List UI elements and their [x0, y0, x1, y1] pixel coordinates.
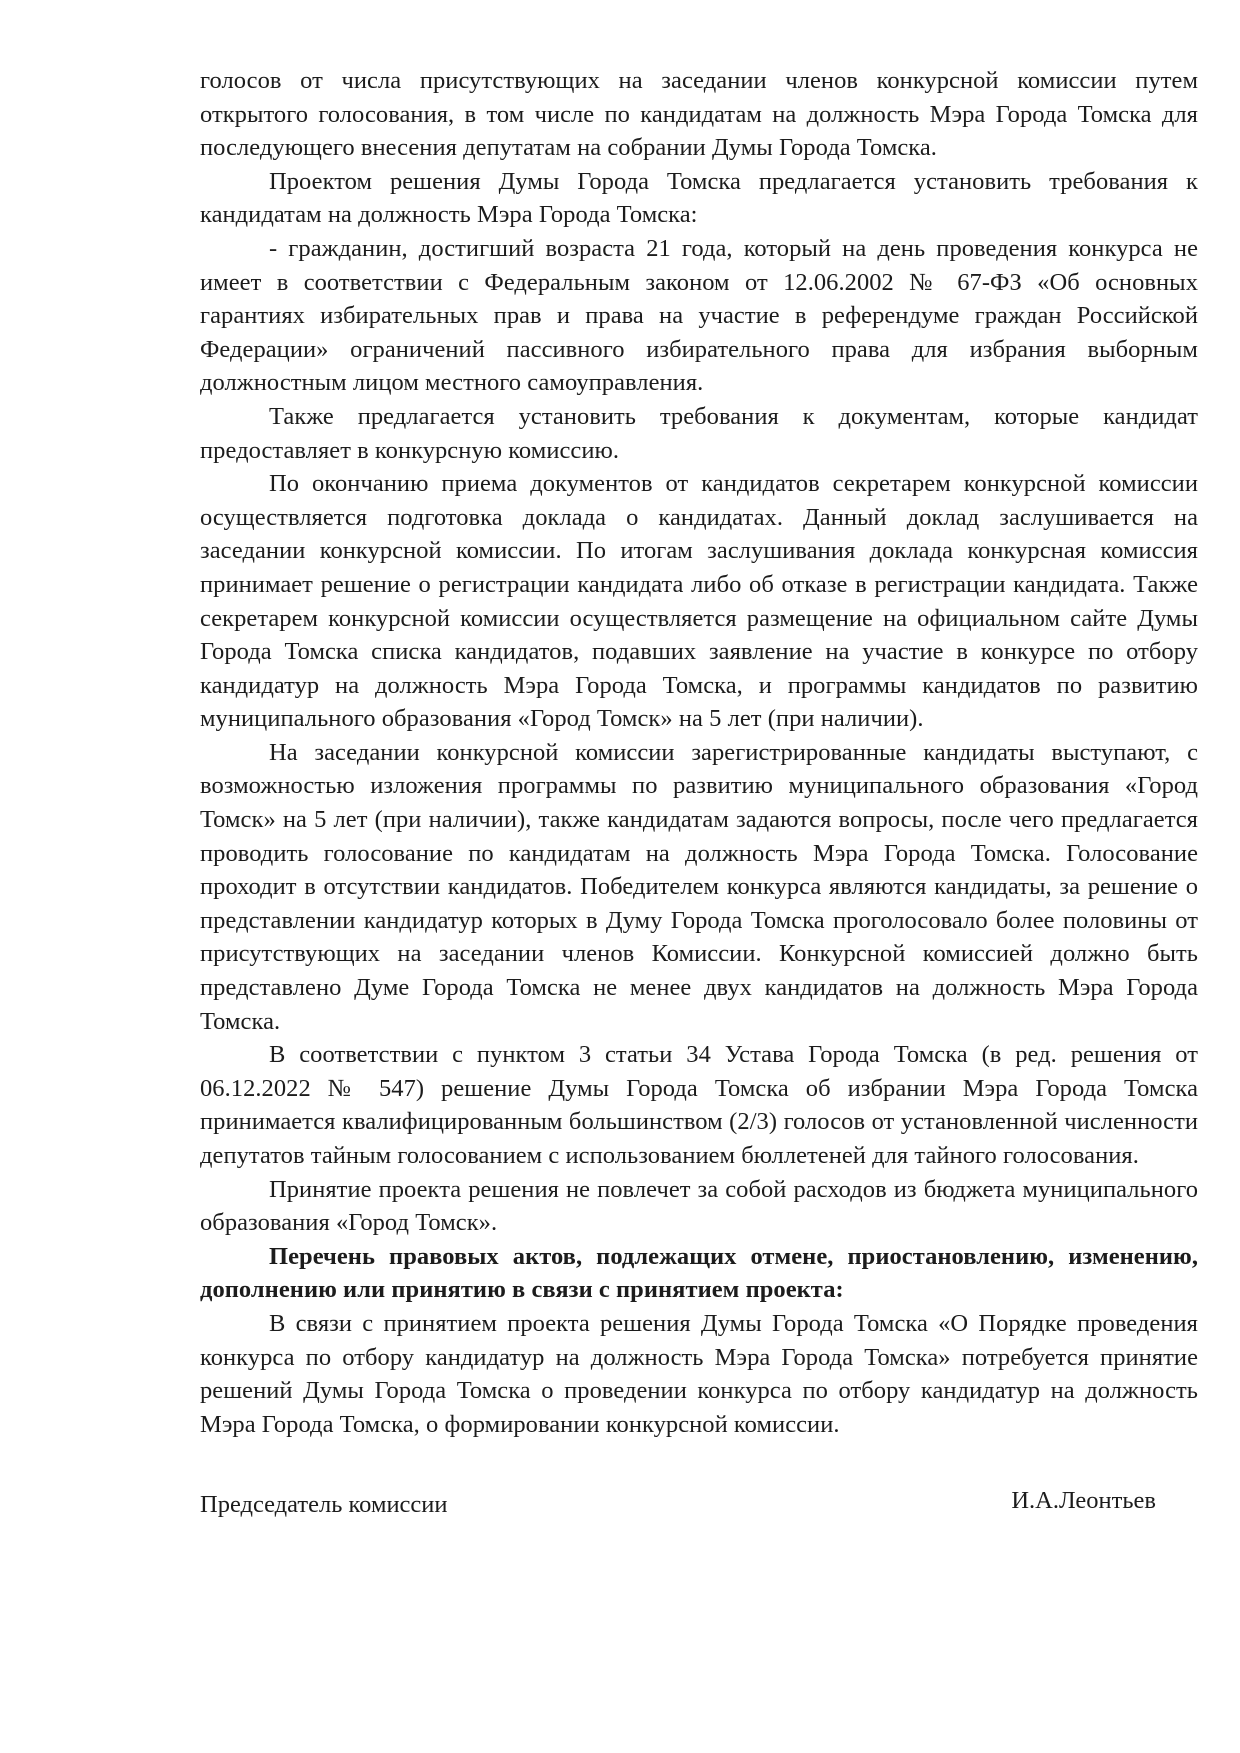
paragraph-requirements-intro: Проектом решения Думы Города Томска предлагается установить требования к кандидатам на должность Мэра Города Томска: — [200, 167, 1198, 229]
paragraph-budget-statement: Принятие проекта решения не повлечет за собой расходов из бюджета муниципального образования «Город Томск». — [200, 1175, 1198, 1237]
paragraph-citizen-requirement: - гражданин, достигший возраста 21 года, который на день проведения конкурса не имеет в соответствии с Федеральным законом от 12.06.2002 № 67-ФЗ «Об основных гарантиях избирательных прав и права на участие в референдуме граждан Российской Федерации» ограничений пассивного избирательного права для избрания выборным должностным лицом местного самоуправления. — [200, 234, 1198, 397]
document-body — [200, 64, 1198, 1441]
signatory-position: Председатель комиссии — [200, 1491, 448, 1518]
paragraph-voting-continuation: голосов от числа присутствующих на заседании членов конкурсной комиссии путем открытого голосования, в том числе по кандидатам на должность Мэра Города Томска для последующего внесения депутатам на собрании Думы Города Томска. — [200, 67, 1198, 162]
paragraph-document-requirements: Также предлагается установить требования к документам, которые кандидат предоставляет в конкурсную комиссию. — [200, 402, 1198, 464]
paragraph-report-procedure: По окончанию приема документов от кандидатов секретарем конкурсной комиссии осуществляется подготовка доклада о кандидатах. Данный доклад заслушивается на заседании конкурсной комиссии. По итогам заслушивания доклада конкурсная комиссия принимает решение о регистрации кандидата либо об отказе в регистрации кандидата. Также секретарем конкурсной комиссии осуществляется размещение на официальном сайте Думы Города Томска списка кандидатов, подавших заявление на участие в конкурсе по отбору кандидатур на должность Мэра Города Томска, и программы кандидатов по развитию муниципального образования «Город Томск» на 5 лет (при наличии). — [200, 470, 1198, 733]
section-heading-legal-acts: Перечень правовых актов, подлежащих отмене, приостановлению, изменению, дополнению или принятию в связи с принятием проекта: — [200, 1242, 1198, 1304]
paragraph-commission-meeting: На заседании конкурсной комиссии зарегистрированные кандидаты выступают, с возможностью изложения программы по развитию муниципального образования «Город Томск» на 5 лет (при наличии), также кандидатам задаются вопросы, после чего предлагается проводить голосование по кандидатам на должность Мэра Города Томска. Голосование проходит в отсутствии кандидатов. Победителем конкурса являются кандидаты, за решение о представлении кандидатур которых в Думу Города Томска проголосовало более половины от присутствующих на заседании членов Комиссии. Конкурсной комиссией должно быть представлено Думе Города Томска не менее двух кандидатов на должность Мэра Города Томска. — [200, 738, 1198, 1035]
signatory-name: И.А.Леонтьев — [1011, 1487, 1156, 1514]
paragraph-charter-reference: В соответствии с пунктом 3 статьи 34 Устава Города Томска (в ред. решения от 06.12.2022 № 547) решение Думы Города Томска об избрании Мэра Города Томска принимается квалифицированным большинством (2/3) голосов от установленной численности депутатов тайным голосованием с использованием бюллетеней для тайного голосования. — [200, 1041, 1198, 1169]
paragraph-related-decisions: В связи с принятием проекта решения Думы Города Томска «О Порядке проведения конкурса по отбору кандидатур на должность Мэра Города Томска» потребуется принятие решений Думы Города Томска о проведении конкурса по отбору кандидатур на должность Мэра Города Томска, о формировании конкурсной комиссии. — [200, 1309, 1198, 1438]
